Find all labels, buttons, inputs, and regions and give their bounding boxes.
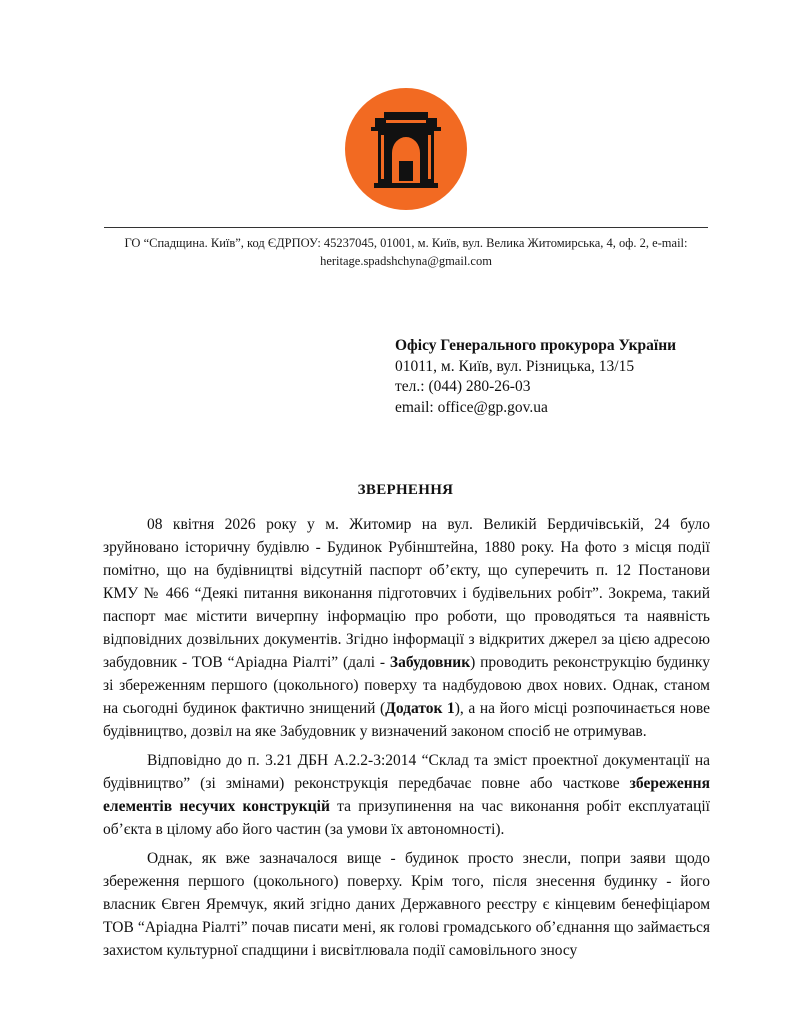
recipient-email: email: office@gp.gov.ua: [395, 398, 548, 416]
arch-gate-logo-icon: [344, 87, 468, 211]
document-title: ЗВЕРНЕННЯ: [357, 482, 454, 498]
recipient-phone: тел.: (044) 280-26-03: [395, 378, 531, 395]
recipient-block: [395, 336, 676, 418]
org-logo: [344, 87, 468, 211]
paragraph-3: Однак, як вже зазначалося вище - будинок просто знесли, попри заяви щодо збереження першого (цокольного) поверху. Крім того, після знесення будинку - його власник Євген Яремчук, який згідно даних Державного реєстру є кінцевим бенефіціаром ТОВ “Аріадна Ріалті” почав писати мені, як голові громадського об’єднання що займається захистом культурної спадщини і висвітлювала події самовільного зносу: [103, 850, 710, 959]
paragraph-1: 08 квітня 2026 року у м. Житомир на вул. Великій Бердичівській, 24 було зруйновано історичну будівлю - Будинок Рубінштейна, 1880 року. На фото з місця події помітно, що на будівництві відсутній паспорт об’єкту, що суперечить п. 12 Постанови КМУ № 466 “Деякі питання виконання підготовчих і будівельних робіт”. Зокрема, такий паспорт має містити вичерпну інформацію про роботи, що проводяться та наявність відповідних дозвільних документів. Згідно інформації з відкритих джерел за цією адресою забудовник - ТОВ “Аріадна Ріалті” (далі - Забудовник) проводить реконструкцію будинку зі збереженням першого (цокольного) поверху та надбудовою двох нових. Однак, станом на сьогодні будинок фактично знищений (Додаток 1), а на його місці розпочинається нове будівництво, дозвіл на яке Забудовник у визначений законом спосіб не отримував.: [103, 516, 710, 740]
header-divider: [104, 227, 708, 228]
paragraph-2: Відповідно до п. 3.21 ДБН А.2.2-3:2014 “Склад та зміст проектної документації на будівництво” (зі змінами) реконструкція передбачає повне або часткове збереження елементів несучих конструкцій та призупинення на час виконання робіт експлуатації об’єкта в цілому або його частин (за умови їх автономності).: [103, 752, 710, 838]
org-contact-email: heritage.spadshchyna@gmail.com: [320, 254, 492, 268]
org-contact-info: [98, 234, 714, 270]
recipient-name: Офісу Генерального прокурора України: [395, 337, 677, 354]
document-body: [103, 513, 710, 968]
recipient-address: 01011, м. Київ, вул. Різницька, 13/15: [395, 357, 635, 375]
org-contact-line-1: ГО “Спадщина. Київ”, код ЄДРПОУ: 45237045, 01001, м. Київ, вул. Велика Житомирська, 4, оф. 2, e-mail:: [124, 236, 688, 250]
